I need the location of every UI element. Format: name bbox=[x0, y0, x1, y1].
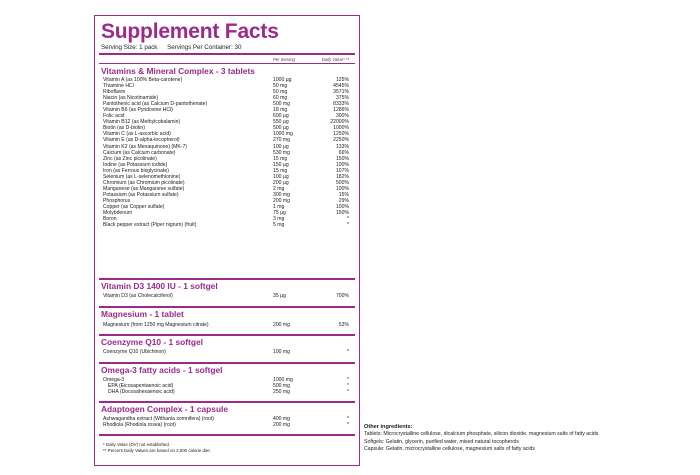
nutrient-daily-value: 1250% bbox=[333, 131, 349, 138]
nutrient-amount: 1 mg bbox=[273, 203, 285, 210]
nutrient-daily-value: 66% bbox=[338, 149, 349, 156]
col-dv-header: Daily Value* ** bbox=[321, 57, 349, 62]
nutrient-amount: 2 mg bbox=[273, 185, 285, 192]
nutrient-amount: 15 mg bbox=[273, 155, 288, 162]
colhead-rule bbox=[99, 63, 355, 64]
nutrient-amount: 100 µg bbox=[273, 143, 289, 150]
nutrient-amount: 75 µg bbox=[273, 210, 286, 217]
nutrient-name: Coenzyme Q10 (Ubichinon) bbox=[103, 349, 166, 355]
section-title: Coenzyme Q10 - 1 softgel bbox=[101, 337, 203, 347]
nutrient-amount: 270 mg bbox=[273, 137, 290, 144]
nutrient-amount: 200 mg bbox=[273, 197, 290, 204]
nutrient-name: Molybdenum bbox=[103, 210, 133, 217]
nutrient-name: EPA (Eicosapentaenoic acid) bbox=[108, 383, 174, 390]
other-ingredients-softgels: Softgels: Gelatin, glycerin, purified water, mixed natural tocopherols bbox=[364, 438, 519, 445]
header-rule bbox=[99, 53, 355, 55]
section-rule bbox=[99, 334, 355, 336]
nutrient-daily-value: 4545% bbox=[333, 83, 349, 90]
nutrient-daily-value: * bbox=[347, 377, 349, 383]
nutrient-name: Selenium (as L-selenomethionine) bbox=[103, 173, 181, 180]
nutrient-name: Vitamin D3 (as Cholecalciferol) bbox=[103, 293, 173, 299]
nutrient-daily-value: 375% bbox=[335, 95, 349, 102]
nutrient-daily-value: * bbox=[347, 416, 349, 422]
nutrient-daily-value: 22000% bbox=[330, 119, 349, 126]
section-rule bbox=[99, 306, 355, 308]
nutrient-name: Iron (as Ferrous bisglycinate) bbox=[103, 167, 169, 174]
nutrient-amount: 3 mg bbox=[273, 216, 285, 223]
nutrient-daily-value: 3571% bbox=[333, 89, 349, 96]
nutrient-row bbox=[95, 389, 359, 395]
other-ingredients bbox=[364, 424, 598, 453]
nutrient-amount: 200 mg bbox=[273, 322, 290, 328]
col-amount-header: Per Serving bbox=[273, 57, 295, 62]
nutrient-amount: 150 µg bbox=[273, 161, 289, 168]
nutrient-daily-value: 1000% bbox=[333, 125, 349, 132]
nutrient-daily-value: 150% bbox=[335, 155, 349, 162]
section-title: Magnesium - 1 tablet bbox=[101, 309, 184, 319]
nutrient-daily-value: 2250% bbox=[333, 137, 349, 144]
nutrient-amount: 50 mg bbox=[273, 89, 288, 96]
nutrient-name: Vitamin B6 (as Pyridoxine HCl) bbox=[103, 107, 173, 114]
nutrient-daily-value: 125% bbox=[335, 77, 349, 83]
nutrient-amount: 250 mg bbox=[273, 389, 290, 396]
nutrient-name: Vitamin K2 (as Menaquinone) (MK-7) bbox=[103, 143, 187, 150]
nutrient-amount: 100 mg bbox=[273, 349, 290, 355]
nutrient-row bbox=[95, 293, 359, 299]
nutrient-name: Manganese (as Manganese sulfate) bbox=[103, 185, 185, 192]
section-title: Adaptogen Complex - 1 capsule bbox=[101, 404, 229, 414]
nutrient-daily-value: * bbox=[347, 216, 349, 223]
nutrient-row bbox=[95, 349, 359, 355]
servings-per-container: Servings Per Container: 30 bbox=[167, 44, 242, 51]
nutrient-name: Riboflavin bbox=[103, 89, 126, 96]
other-ingredients-capsule: Capsule: Gelatin, microcrystalline cellulose, magnesium salts of fatty acids bbox=[364, 445, 535, 452]
panel-title: Supplement Facts bbox=[101, 20, 279, 43]
nutrient-daily-value: * bbox=[347, 222, 349, 229]
nutrient-amount: 5 mg bbox=[273, 222, 285, 229]
nutrient-name: Boron bbox=[103, 216, 117, 223]
other-ingredients-heading: Other ingredients: bbox=[364, 424, 413, 430]
other-ingredients-tablets: Tablets: Microcrystalline cellulose, dicalcium phosphate, silicon dioxide, magnesium salts of fatty acids bbox=[364, 431, 599, 438]
nutrient-amount: 1000 mg bbox=[273, 377, 293, 383]
nutrient-amount: 600 µg bbox=[273, 113, 289, 120]
nutrient-daily-value: 300% bbox=[335, 113, 349, 120]
nutrient-amount: 50 mg bbox=[273, 83, 288, 90]
nutrient-name: Calcium (as Calcium carbonate) bbox=[103, 149, 176, 156]
nutrient-daily-value: 700% bbox=[335, 293, 349, 299]
nutrient-daily-value: 100% bbox=[335, 185, 349, 192]
nutrient-daily-value: 29% bbox=[338, 197, 349, 204]
nutrient-row bbox=[95, 222, 359, 228]
nutrient-name: Vitamin E (as D-alpha-tocopherol) bbox=[103, 137, 180, 144]
nutrient-name: Black pepper extract (Piper nigrum) (fruit) bbox=[103, 222, 197, 229]
section-rows bbox=[95, 322, 359, 328]
section-rows bbox=[95, 77, 359, 228]
nutrient-amount: 200 µg bbox=[273, 179, 289, 186]
nutrient-name: Rhodiola (Rhodiola rosea) (root) bbox=[103, 422, 176, 429]
nutrient-name: Potassium (as Potassium sulfate) bbox=[103, 191, 179, 198]
nutrient-daily-value: 8333% bbox=[333, 101, 349, 108]
section-rows bbox=[95, 377, 359, 395]
nutrient-row bbox=[95, 322, 359, 328]
nutrient-name: Chromium (as Chromium picolinate) bbox=[103, 179, 185, 186]
nutrient-name: Vitamin B12 (as Methylcobalamin) bbox=[103, 119, 181, 126]
nutrient-daily-value: 1286% bbox=[333, 107, 349, 114]
supplement-facts-panel bbox=[94, 15, 360, 466]
section-rule bbox=[99, 362, 355, 364]
section-rule bbox=[99, 278, 355, 280]
nutrient-daily-value: * bbox=[347, 383, 349, 390]
section-title: Omega-3 fatty acids - 1 softgel bbox=[101, 365, 223, 375]
section-rows bbox=[95, 293, 359, 299]
section-rule bbox=[99, 401, 355, 403]
nutrient-amount: 550 µg bbox=[273, 119, 289, 126]
nutrient-daily-value: 182% bbox=[335, 173, 349, 180]
nutrient-name: Iodine (as Potassium iodide) bbox=[103, 161, 168, 168]
nutrient-amount: 1000 mg bbox=[273, 131, 293, 138]
nutrient-daily-value: 15% bbox=[338, 191, 349, 198]
nutrient-amount: 200 mg bbox=[273, 422, 290, 429]
nutrient-amount: 500 mg bbox=[273, 383, 290, 390]
nutrient-name: Magnesium (from 1250 mg Magnesium citrate) bbox=[103, 322, 209, 328]
serving-size: Serving Size: 1 pack bbox=[101, 44, 158, 51]
nutrient-row bbox=[95, 422, 359, 428]
nutrient-amount: 18 mg bbox=[273, 107, 288, 114]
nutrient-daily-value: 150% bbox=[335, 210, 349, 217]
section-title: Vitamin D3 1400 IU - 1 softgel bbox=[101, 281, 218, 291]
nutrient-amount: 60 mg bbox=[273, 95, 288, 102]
nutrient-name: Ashwagandha extract (Withania somnifera) (root) bbox=[103, 416, 214, 422]
nutrient-amount: 35 µg bbox=[273, 293, 286, 299]
nutrient-amount: 500 µg bbox=[273, 125, 289, 132]
nutrient-name: Copper (as Copper sulfate) bbox=[103, 203, 165, 210]
nutrient-daily-value: * bbox=[347, 349, 349, 355]
nutrient-daily-value: 107% bbox=[335, 167, 349, 174]
nutrient-name: Omega-3 bbox=[103, 377, 125, 383]
footnote-dv-not-established: * Daily Value (DV) not established. bbox=[103, 442, 171, 447]
nutrient-daily-value: 500% bbox=[335, 179, 349, 186]
footnote-rule bbox=[99, 434, 355, 436]
nutrient-daily-value: 100% bbox=[335, 203, 349, 210]
nutrient-daily-value: * bbox=[347, 422, 349, 429]
serving-info bbox=[101, 44, 241, 51]
nutrient-name: Folic acid bbox=[103, 113, 125, 120]
footnote-calorie-basis: ** Percent Daily Values are based on 2,000 calorie diet. bbox=[103, 448, 211, 453]
nutrient-name: Biotin (as D-biotin) bbox=[103, 125, 145, 132]
nutrient-daily-value: 100% bbox=[335, 161, 349, 168]
nutrient-name: Zinc (as Zinc picolinate) bbox=[103, 155, 157, 162]
nutrient-name: Pantothenic acid (as Calcium D-pantothenate) bbox=[103, 101, 208, 108]
section-title: Vitamins & Mineral Complex - 3 tablets bbox=[101, 66, 255, 76]
nutrient-amount: 530 mg bbox=[273, 149, 290, 156]
section-rows bbox=[95, 349, 359, 355]
nutrient-name: Vitamin A (as 100% Beta-carotene) bbox=[103, 77, 183, 83]
nutrient-daily-value: 133% bbox=[335, 143, 349, 150]
nutrient-name: Niacin (as Nicotinamide) bbox=[103, 95, 159, 102]
section-rows bbox=[95, 416, 359, 428]
nutrient-name: Thiamine HCl bbox=[103, 83, 134, 90]
nutrient-name: DHA (Docosahexaenoic acid) bbox=[108, 389, 175, 396]
nutrient-amount: 1000 µg bbox=[273, 77, 292, 83]
nutrient-name: Phosphorus bbox=[103, 197, 131, 204]
nutrient-amount: 100 µg bbox=[273, 173, 289, 180]
nutrient-name: Vitamin C (as L-ascorbic acid) bbox=[103, 131, 171, 138]
nutrient-amount: 15 mg bbox=[273, 167, 288, 174]
nutrient-amount: 300 mg bbox=[273, 191, 290, 198]
nutrient-daily-value: 53% bbox=[338, 322, 349, 328]
nutrient-daily-value: * bbox=[347, 389, 349, 396]
nutrient-amount: 500 mg bbox=[273, 101, 290, 108]
nutrient-amount: 400 mg bbox=[273, 416, 290, 422]
